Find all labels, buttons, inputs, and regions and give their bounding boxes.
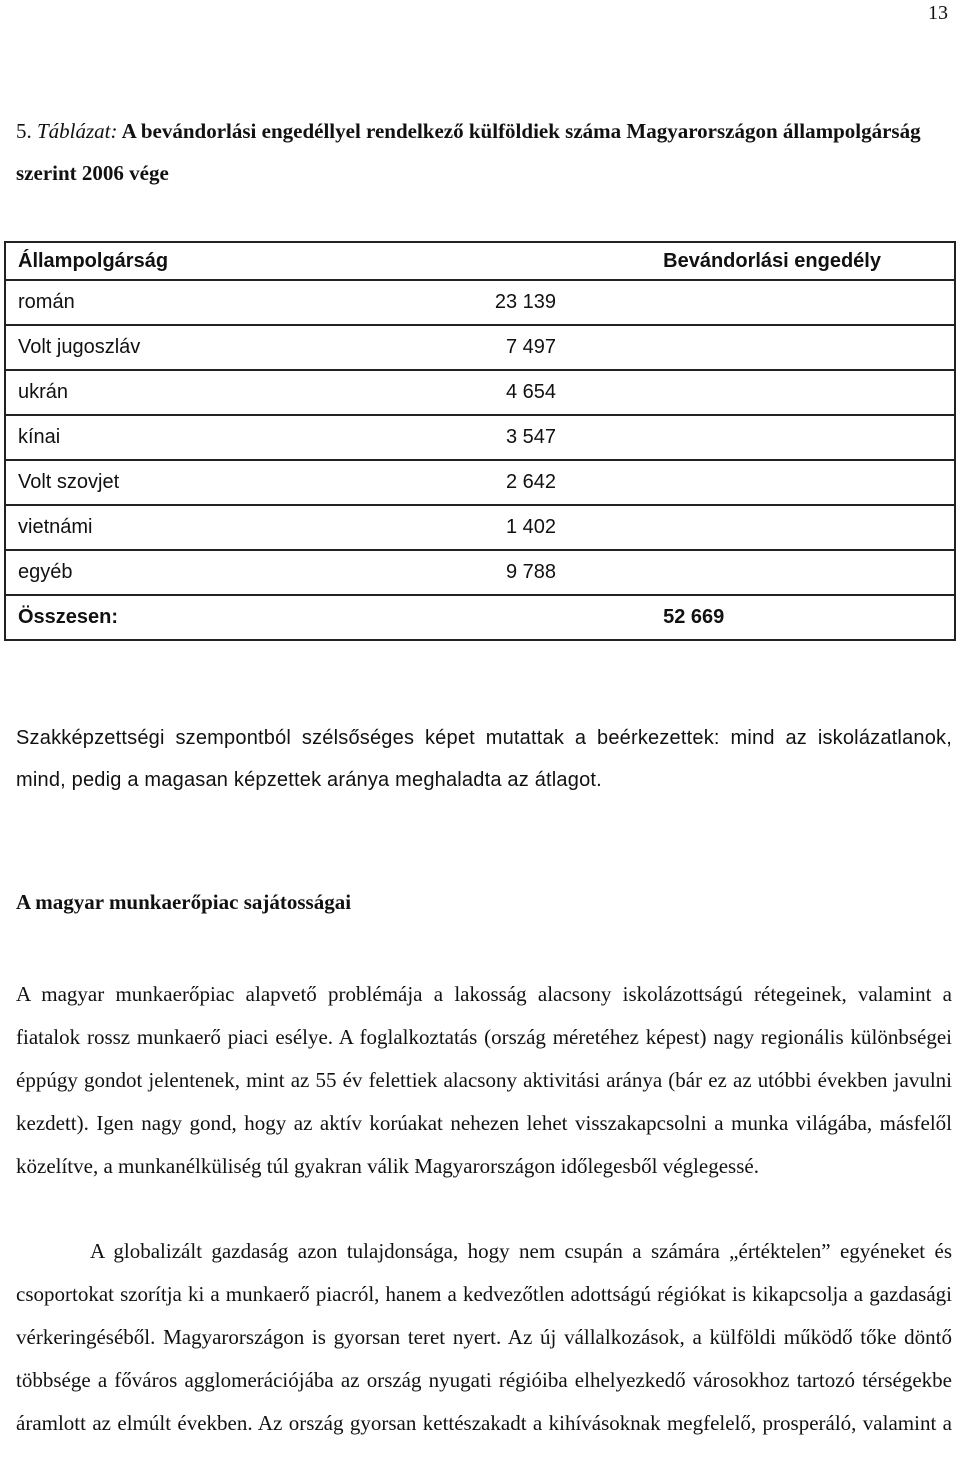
row-value: 3 547: [505, 426, 556, 448]
table-caption: [16, 110, 944, 194]
row-label: Volt jugoszláv: [18, 336, 141, 358]
row-label: vietnámi: [18, 516, 93, 538]
table-row: [5, 325, 955, 370]
table-total-row: [5, 595, 955, 640]
page-number: 13: [928, 2, 948, 24]
row-value: 9 788: [505, 561, 556, 583]
total-label: Összesen:: [18, 606, 119, 628]
row-label: egyéb: [18, 561, 73, 583]
table-header-row: [5, 242, 955, 280]
row-label: ukrán: [18, 381, 69, 403]
row-value: 7 497: [505, 336, 556, 358]
table-row: [5, 550, 955, 595]
caption-label: Táblázat:: [37, 119, 118, 143]
row-value: 2 642: [505, 471, 556, 493]
caption-title: A bevándorlási engedéllyel rendelkező külföldiek száma Magyarországon állampolgárság szerint 2006 vége: [16, 119, 921, 185]
table-row: [5, 370, 955, 415]
table-row: [5, 460, 955, 505]
header-permit: Bevándorlási engedély: [663, 249, 881, 272]
paragraph-qualifications: Szakképzettségi szempontból szélsőséges képet mutattak a beérkezettek: mind az iskolázatlanok, mind, pedig a magasan képzettek aránya meghaladta az átlagot.: [16, 727, 952, 791]
total-value: 52 669: [663, 606, 725, 628]
row-value: 1 402: [505, 516, 556, 538]
immigration-table: [4, 241, 956, 641]
table-row: [5, 280, 955, 325]
row-value: 23 139: [494, 291, 556, 313]
row-value: 4 654: [505, 381, 556, 403]
header-citizenship: Állampolgárság: [18, 249, 169, 272]
section-heading: A magyar munkaerőpiac sajátosságai: [16, 890, 352, 914]
caption-prefix: 5.: [16, 119, 37, 143]
row-label: kínai: [18, 426, 61, 448]
paragraph-labor-market: A magyar munkaerőpiac alapvető problémája a lakosság alacsony iskolázottságú rétegeinek, valamint a fiatalok rossz munkaerő piaci esélye. A foglalkoztatás (ország méretéhez képest) nagy regionális különbségei éppúgy gondot jelentenek, mint az 55 év felettiek alacsony aktivitási aránya (bár ez az utóbbi években javulni kezdett). Igen nagy gond, hogy az aktív korúakat nehezen lehet visszakapcsolni a munka világába, másfelől közelítve, a munkanélküliség túl gyakran válik Magyarországon időlegesből véglegessé.: [16, 982, 952, 1178]
table-row: [5, 415, 955, 460]
paragraph-globalization: A globalizált gazdaság azon tulajdonsága, hogy nem csupán a számára „értéktelen” egyéneket és csoportokat szorítja ki a munkaerő piacról, hanem a kedvezőtlen adottságú régiókat is kikapcsolja a gazdasági vérkeringéséből. Magyarországon is gyorsan teret nyert. Az új vállalkozások, a külföldi működő tőke döntő többsége a főváros agglomerációjába az ország nyugati régióiba elhelyezkedő városokhoz tartozó térségekbe áramlott az elmúlt években. Az ország gyorsan kettészakadt a kihívásoknak megfelelő, prosperáló, valamint a: [16, 1239, 952, 1435]
row-label: román: [18, 291, 75, 313]
row-label: Volt szovjet: [18, 471, 120, 493]
table-row: [5, 505, 955, 550]
